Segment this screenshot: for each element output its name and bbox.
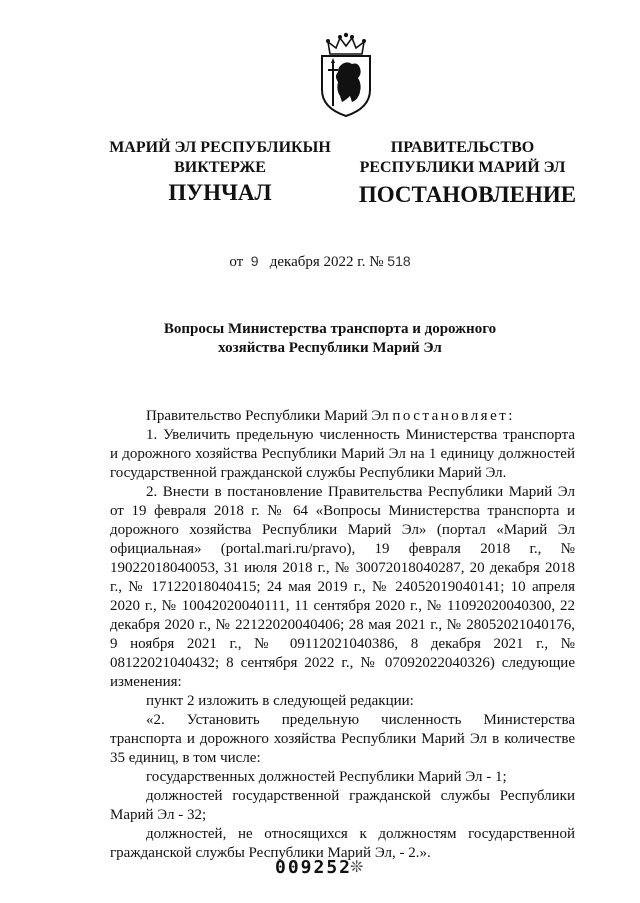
date-month-year: декабря 2022 г. № <box>269 254 384 270</box>
paragraph-6: должностей государственной гражданской службы Республики Марий Эл - 32; <box>110 788 575 823</box>
intro-decree-word: постановляет: <box>392 408 515 424</box>
doc-type-mari: ПУНЧАЛ <box>168 180 272 205</box>
header-right-line2: РЕСПУБЛИКИ МАРИЙ ЭЛ <box>359 159 566 176</box>
paragraph-5: государственных должностей Республики Марий Эл - 1; <box>146 769 507 785</box>
ornament-mark-icon: ❊ <box>350 859 364 876</box>
coat-of-arms-emblem <box>316 30 376 118</box>
paragraph-7: должностей, не относящихся к должностям государственной гражданской службы Республики Марий Эл, - 2.». <box>110 826 575 861</box>
paragraph-4: «2. Установить предельную численность Министерства транспорта и дорожного хозяйства Республики Марий Эл в количестве 35 единиц, в том числе: <box>110 712 575 766</box>
paragraph-1: 1. Увеличить предельную численность Министерства транспорта и дорожного хозяйства Республики Марий Эл на 1 единицу должностей государственной гражданской службы Республики Марий Эл. <box>110 427 575 481</box>
date-prefix: от <box>229 254 244 270</box>
header-left-mari <box>100 138 340 178</box>
body-intro <box>110 407 575 426</box>
serial-number: 009252 <box>275 857 353 878</box>
date-day: 9 <box>250 253 259 269</box>
document-number: 518 <box>387 253 411 269</box>
paragraph-3: пункт 2 изложить в следующей редакции: <box>146 693 414 709</box>
title-line2: хозяйства Республики Марий Эл <box>218 340 442 356</box>
intro-text: Правительство Республики Марий Эл <box>146 408 389 424</box>
doc-type-russian: ПОСТАНОВЛЕНИЕ <box>358 182 577 207</box>
document-body <box>110 407 575 863</box>
document-title <box>140 320 520 358</box>
header-right-russian <box>355 138 570 178</box>
document-date-line <box>0 253 640 271</box>
header-right-line1: ПРАВИТЕЛЬСТВО <box>390 139 535 156</box>
header-left-line2: ВИКТЕРЖЕ <box>174 159 266 176</box>
header-left-line1: МАРИЙ ЭЛ РЕСПУБЛИКЫН <box>109 139 331 156</box>
title-line1: Вопросы Министерства транспорта и дорожного <box>163 321 497 337</box>
paragraph-2: 2. Внести в постановление Правительства Республики Марий Эл от 19 февраля 2018 г. № 64 «Вопросы Министерства транспорта и дорожного хозяйства Республики Марий Эл» (портал «Марий Эл официальная» (portal.mari.ru/pravo), 19 февраля 2018 г., № 19022018040053, 31 июля 2018 г., № 30072018040287, 20 декабря 2018 г., № 17122018040415; 24 мая 2019 г., № 24052019040141; 10 апреля 2020 г., № 10042020040111, 11 сентября 2020 г., № 11092020040300, 22 декабря 2020 г., № 22122020040406; 28 мая 2021 г., № 28052021040176, 9 ноября 2021 г., № 09112021040386, 8 декабря 2021 г., № 08122021040432; 8 сентября 2022 г., № 07092022040326) следующие изменения: <box>110 484 575 690</box>
